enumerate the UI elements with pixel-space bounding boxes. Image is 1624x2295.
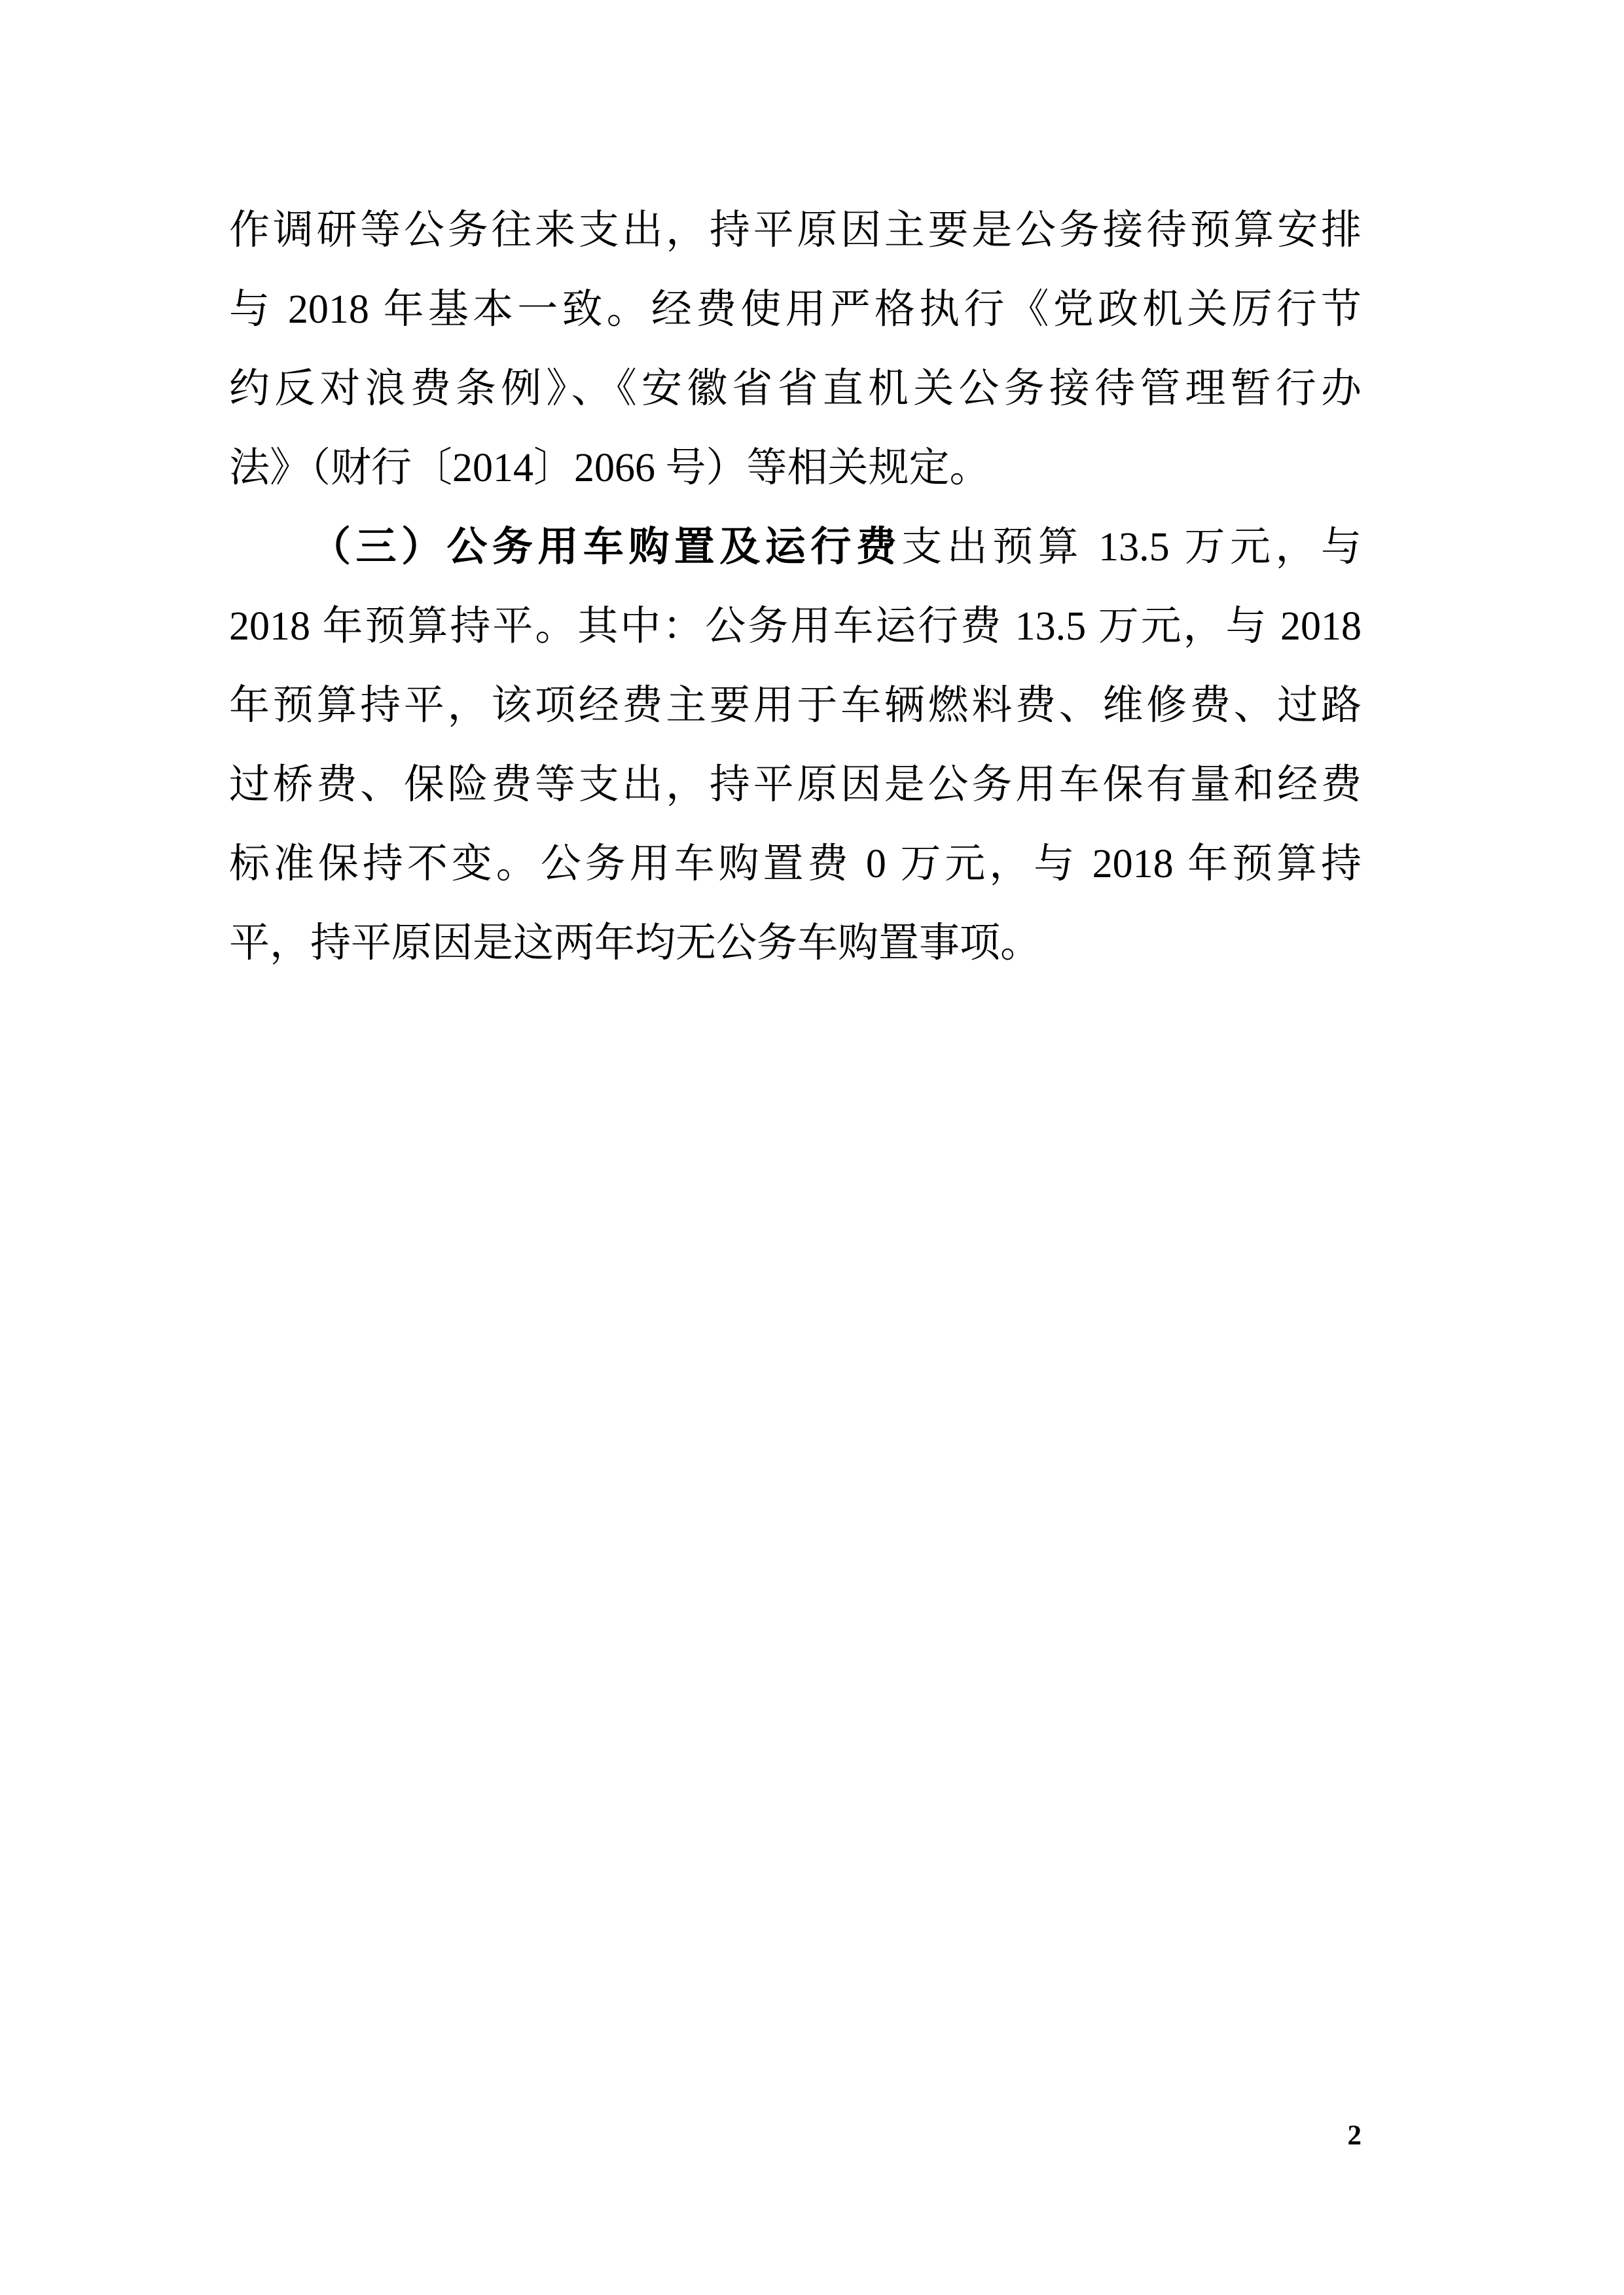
- text-line: 过桥费、保险费等支出，持平原因是公务用车保有量和经费: [229, 763, 1362, 807]
- text-line: 年预算持平，该项经费主要用于车辆燃料费、维修费、过路: [229, 683, 1362, 728]
- text-line: 作调研等公务往来支出，持平原因主要是公务接待预算安排: [229, 208, 1362, 253]
- text-line: 2018 年预算持平。其中：公务用车运行费 13.5 万元，与 2018: [229, 604, 1362, 649]
- text-line: 标准保持不变。公务用车购置费 0 万元，与 2018 年预算持: [229, 842, 1362, 886]
- text-line: 与 2018 年基本一致。经费使用严格执行《党政机关厉行节: [229, 287, 1362, 332]
- text-block: [229, 191, 1362, 983]
- text-line: 平，持平原因是这两年均无公务车购置事项。: [229, 921, 1041, 966]
- text-line: [229, 508, 1362, 587]
- text-line: 约反对浪费条例》、《安徽省省直机关公务接待管理暂行办: [229, 367, 1362, 411]
- text-segment: 支出预算 13.5 万元，与: [901, 525, 1362, 569]
- page-number: 2: [1347, 2120, 1362, 2151]
- section-heading: （三）公务用车购置及运行费: [310, 525, 902, 569]
- text-line: 法》（财行〔2014〕2066 号）等相关规定。: [229, 446, 990, 490]
